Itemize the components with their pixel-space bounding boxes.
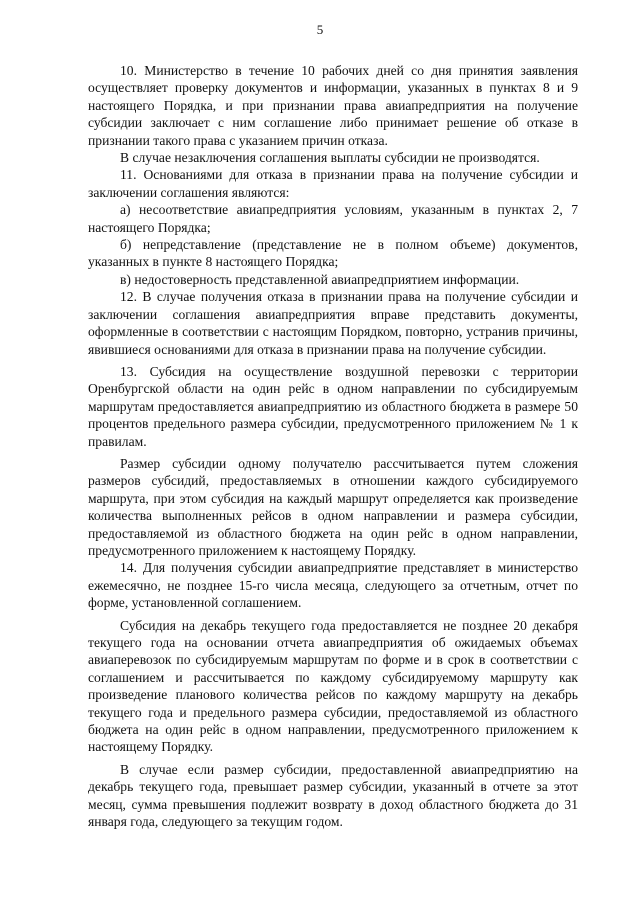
paragraph-subsidy-size: Размер субсидии одному получателю рассчитывается путем сложения размеров субсидий, предоставляемых в отношении каждого субсидируемого маршрута, при этом субсидия на каждый маршрут определяется как произведение количества выполненных рейсов в одном направлении и размера субсидии, предоставляемой из областного бюджета на один рейс в одном направлении, предусмотренного приложением к настоящему Порядку. [88,455,578,558]
paragraph-no-agreement: В случае незаключения соглашения выплаты субсидии не производятся. [120,150,540,166]
document-body [88,62,578,830]
paragraph-10: 10. Министерство в течение 10 рабочих дней со дня принятия заявления осуществляет проверку документов и информации, указанных в пунктах 8 и 9 настоящего Порядка, и при признании права авиапредприятия на получение субсидии заключает с ним соглашение либо принимает решение об отказе в признании такого права с указанием причин отказа. [88,63,578,148]
paragraph-14: 14. Для получения субсидии авиапредприятие представляет в министерство ежемесячно, не позднее 15-го числа месяца, следующего за отчетным, отчет по форме, установленной соглашением. [88,560,578,611]
paragraph-excess-return: В случае если размер субсидии, предоставленной авиапредприятию на декабрь текущего года, превышает размер субсидии, указанный в отчете за этот месяц, сумма превышения подлежит возврату в доход областного бюджета до 31 января года, следующего за текущим годом. [88,761,578,830]
paragraph-13: 13. Субсидия на осуществление воздушной перевозки с территории Оренбургской области на один рейс в одном направлении по субсидируемым маршрутам предоставляется авиапредприятию из областного бюджета в размере 50 процентов предельного размера субсидии, предусмотренного приложением № 1 к правилам. [88,363,578,449]
paragraph-12: 12. В случае получения отказа в признании права на получение субсидии и заключении соглашения авиапредприятия вправе представить документы, оформленные в соответствии с настоящим Порядком, повторно, устранив причины, явившиеся основаниями для отказа в признании права на получение субсидии. [88,289,578,357]
list-item-a: а) несоответствие авиапредприятия условиям, указанным в пунктах 2, 7 настоящего Порядка; [88,202,578,235]
list-item-b: б) непредставление (представление не в полном объеме) документов, указанных в пункте 8 настоящего Порядка; [88,237,578,270]
paragraph-11: 11. Основаниями для отказа в признании права на получение субсидии и заключении соглашения являются: [88,167,578,200]
page-number: 5 [316,22,324,37]
list-item-c: в) недостоверность представленной авиапредприятием информации. [120,271,520,287]
paragraph-december-subsidy: Субсидия на декабрь текущего года предоставляется не позднее 20 декабря текущего года на основании отчета авиапредприятия об ожидаемых объемах авиаперевозок по субсидируемым маршрутам по форме и в срок в соответствии с соглашением и рассчитывается по каждому субсидируемому маршруту как произведение планового количества рейсов по каждому маршруту на декабрь текущего года и предельного размера субсидии, предоставляемой из областного бюджета на один рейс в одном направлении, предусмотренного приложением к настоящему Порядку. [88,617,578,755]
